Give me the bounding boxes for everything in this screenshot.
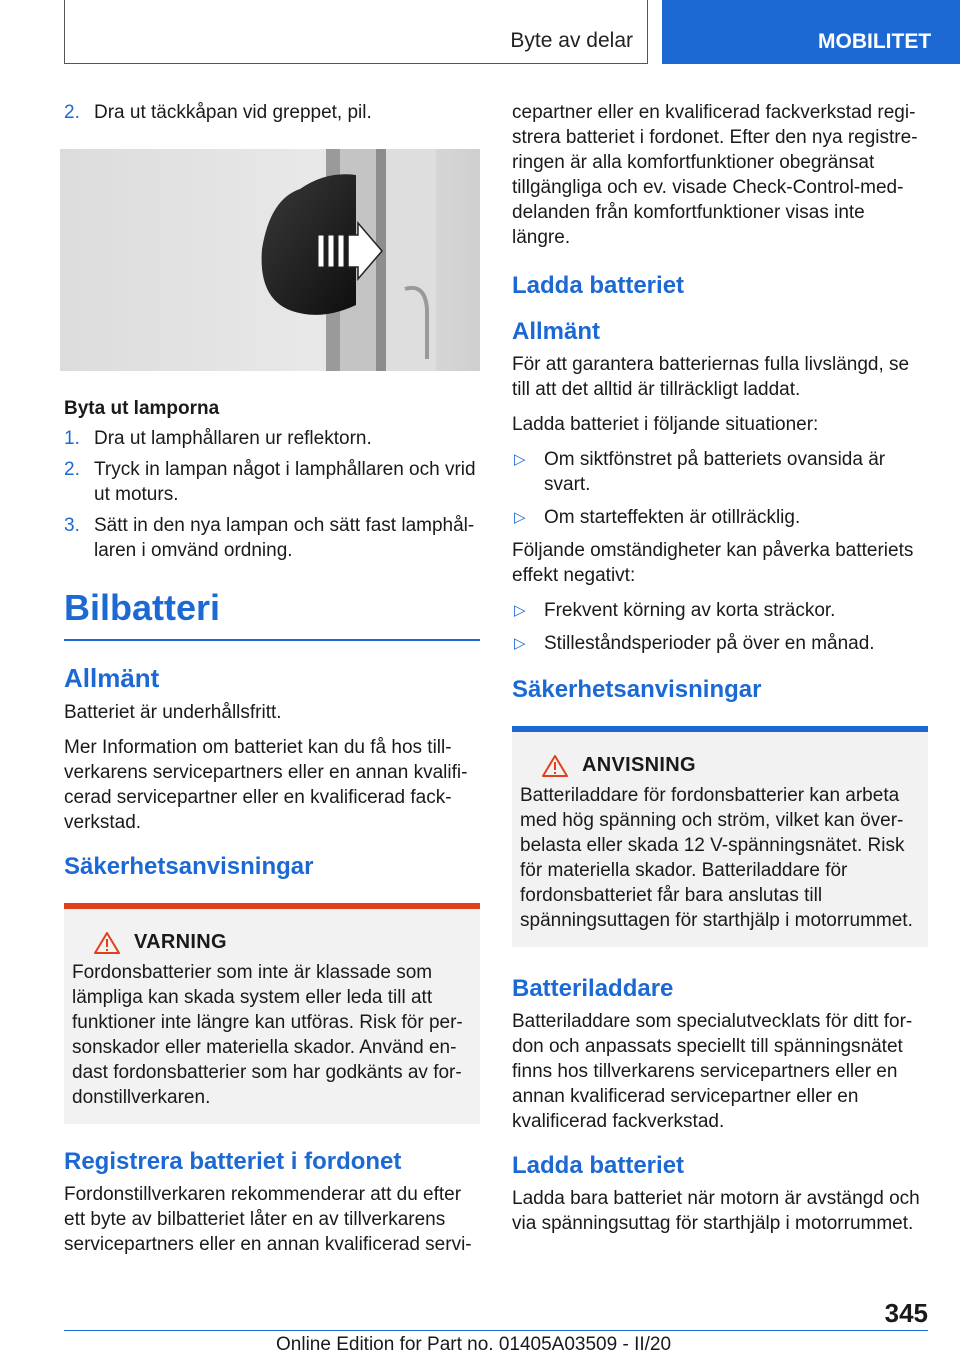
list-item xyxy=(512,631,928,656)
warning-triangle-icon xyxy=(94,932,120,954)
chapter-title: Bilbatteri xyxy=(64,587,480,641)
step-item xyxy=(64,513,480,563)
step-item xyxy=(64,426,480,451)
footer-divider xyxy=(64,1330,928,1331)
left-column xyxy=(64,100,480,1267)
list-item-text: Om siktfönstret på batteriets ovansida är svart. xyxy=(544,449,886,495)
note-text: Batteriladdare för fordonsbatterier kan arbeta med hög spänning och ström, vilket kan överbelasta eller skada 12 V-spänningsnätet. Risk för materiella skador. Batteriladdare för fordonsbatteriet får bara anslutas till spänningsuttagen för starthjälp i motorrummet. xyxy=(520,785,913,931)
step-text: Dra ut täckkåpan vid greppet, pil. xyxy=(94,102,372,123)
header-chapter-title: MOBILITET xyxy=(818,30,932,53)
safety-heading: Säkerhetsanvisningar xyxy=(64,853,314,880)
warning-triangle-icon xyxy=(542,755,568,777)
triangle-bullet-icon: ▷ xyxy=(514,602,526,619)
right-column xyxy=(512,100,928,1246)
list-item-text: Frekvent körning av korta sträckor. xyxy=(544,600,836,621)
step-item xyxy=(64,100,480,125)
note-label: ANVISNING xyxy=(582,754,696,776)
step-text: Dra ut lamphållaren ur reflektorn. xyxy=(94,428,372,449)
general-heading: Allmänt xyxy=(512,318,601,345)
list-item-text: Stilleståndsperioder på över en månad. xyxy=(544,633,875,654)
paragraph: För att garantera batteriernas fulla livslängd, se till att det alltid är tillräckligt laddat. xyxy=(512,354,910,400)
paragraph: Fordonstillverkaren rekommenderar att du efter ett byte av bilbatteriet låter en av tillverkarens servicepartners eller en annan kvalificerad servi- xyxy=(64,1184,472,1255)
header-chapter-tab xyxy=(662,0,960,64)
register-heading: Registrera batteriet i fordonet xyxy=(64,1148,402,1175)
note-box xyxy=(512,726,928,947)
paragraph: Följande omständigheter kan påverka batteriets effekt negativt: xyxy=(512,540,914,586)
list-item-text: Om starteffekten är otillräcklig. xyxy=(544,507,801,528)
general-heading: Allmänt xyxy=(64,663,160,693)
list-item xyxy=(512,447,928,497)
warning-header xyxy=(94,931,472,954)
triangle-bullet-icon: ▷ xyxy=(514,509,526,526)
step-number: 2. xyxy=(64,459,80,480)
paragraph: Ladda bara batteriet när motorn är avstängd och via spänningsuttag för starthjälp i motorrummet. xyxy=(512,1188,920,1234)
paragraph: Mer Information om batteriet kan du få hos tillverkarens servicepartners eller en annan kvalificerad servicepartner eller en kvalificerad fackverkstad. xyxy=(64,737,468,833)
step-text: Sätt in den nya lampan och sätt fast lamphållaren i omvänd ordning. xyxy=(94,515,475,561)
warning-box xyxy=(64,903,480,1124)
step-number: 3. xyxy=(64,515,80,536)
triangle-bullet-icon: ▷ xyxy=(514,635,526,652)
list-item xyxy=(512,598,928,623)
paragraph: Batteriladdare som specialutvecklats för ditt fordon och anpassats speciellt till spänningsnätet finns hos tillverkarens servicepartners eller en annan kvalificerad servicepartner eller en kvalificerad fackverkstad. xyxy=(512,1011,913,1132)
paragraph: Batteriet är underhållsfritt. xyxy=(64,702,282,723)
note-header xyxy=(542,754,920,777)
footer-edition: Online Edition for Part no. 01405A03509 - II/20 xyxy=(276,1334,672,1355)
charger-heading: Batteriladdare xyxy=(512,975,674,1002)
safety-heading: Säkerhetsanvisningar xyxy=(512,676,762,703)
triangle-bullet-icon: ▷ xyxy=(514,451,526,468)
header-section-box xyxy=(64,0,648,64)
charge-heading: Ladda batteriet xyxy=(512,272,685,299)
page-number: 345 xyxy=(884,1298,928,1328)
cover-photo xyxy=(60,149,480,371)
lamps-heading: Byta ut lamporna xyxy=(64,398,220,419)
header-section-title: Byte av delar xyxy=(510,29,633,52)
step-item xyxy=(64,457,480,507)
step-number: 1. xyxy=(64,428,80,449)
paragraph: cepartner eller en kvalificerad fackverkstad registrera batteriet i fordonet. Efter den nya registreringen är alla komfortfunktioner obegränsat tillgängliga och ev. visade Check-Control-meddelanden från komfortfunktioner visas inte längre. xyxy=(512,102,918,248)
list-item xyxy=(512,505,928,530)
charge2-heading: Ladda batteriet xyxy=(512,1152,685,1179)
step-text: Tryck in lampan något i lamphållaren och vrid ut moturs. xyxy=(94,459,476,505)
warning-text: Fordonsbatterier som inte är klassade som lämpliga kan skada system eller leda till att funktioner inte längre kan utföras. Risk för personskador eller materiella skador. Använd endast fordonsbatterier som har godkänts av fordonstillverkaren. xyxy=(72,962,463,1108)
step-number: 2. xyxy=(64,102,80,123)
paragraph: Ladda batteriet i följande situationer: xyxy=(512,414,819,435)
warning-label: VARNING xyxy=(134,931,227,953)
